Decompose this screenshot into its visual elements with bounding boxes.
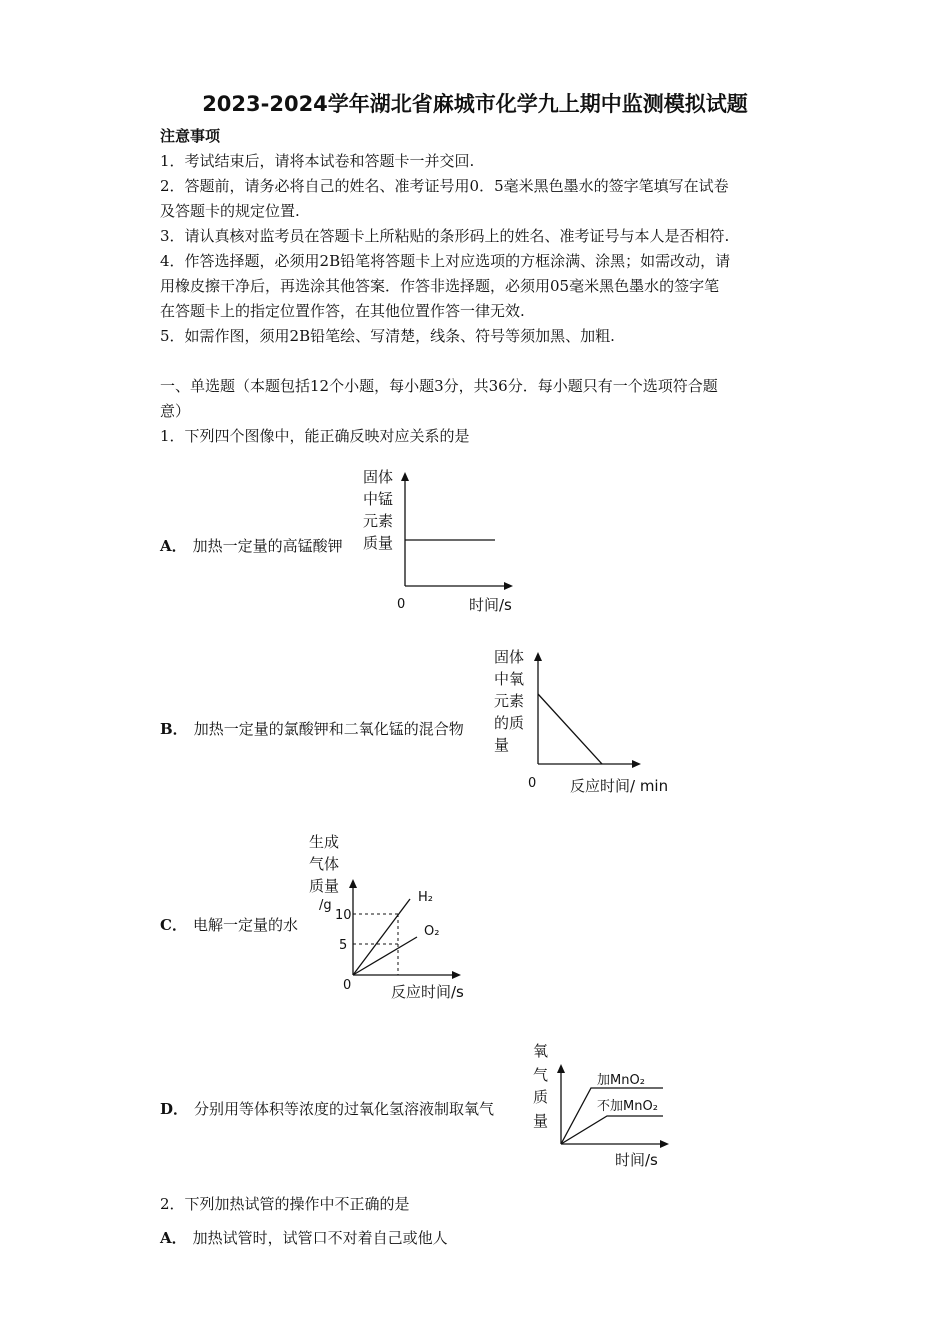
chart-b-series-line bbox=[538, 694, 602, 764]
section-heading: 一、单选题（本题包括12个小题，每小题3分，共36分．每小题只有一个选项符合题 bbox=[160, 377, 718, 395]
notice-item: 5．如需作图，须用2B铅笔绘、写清楚，线条、符号等须加黑、加粗. bbox=[160, 327, 615, 345]
notice-item: 2．答题前，请务必将自己的姓名、准考证号用0．5毫米黑色墨水的签字笔填写在试卷 bbox=[160, 177, 729, 195]
chart-c bbox=[305, 825, 485, 1005]
chart-b-x-arrow bbox=[632, 760, 641, 768]
notice-item: 1．考试结束后，请将本试卷和答题卡一并交回. bbox=[160, 152, 475, 170]
chart-a-ylabel-2: 中锰 bbox=[363, 490, 394, 508]
chart-a-origin: 0 bbox=[397, 597, 406, 612]
chart-d-ylabel-3: 质 bbox=[533, 1088, 549, 1106]
chart-d bbox=[525, 1038, 705, 1173]
chart-a-xlabel: 时间/s bbox=[469, 596, 512, 614]
chart-b-ylabel-4: 的质 bbox=[494, 714, 525, 732]
chart-a-ylabel-1: 固体 bbox=[363, 468, 394, 486]
notice-item: 在答题卡上的指定位置作答，在其他位置作答一律无效. bbox=[160, 302, 525, 320]
notice-heading: 注意事项 bbox=[160, 127, 221, 145]
chart-c-series-h2 bbox=[353, 899, 410, 975]
option-a bbox=[160, 535, 343, 556]
q2-option-a-text: 加热试管时，试管口不对着自己或他人 bbox=[192, 1229, 448, 1247]
chart-d-label-with-mno2: 加MnO₂ bbox=[597, 1073, 645, 1088]
chart-b bbox=[490, 642, 690, 800]
chart-c-ylabel-2: 气体 bbox=[309, 855, 340, 873]
chart-b-xlabel: 反应时间/ min bbox=[570, 777, 669, 795]
chart-a-y-arrow bbox=[401, 472, 409, 481]
chart-d-series-without-mno2 bbox=[561, 1116, 663, 1144]
question-2-stem: 2．下列加热试管的操作中不正确的是 bbox=[160, 1195, 410, 1213]
chart-d-xlabel: 时间/s bbox=[615, 1151, 658, 1169]
option-a-letter: A． bbox=[160, 537, 187, 555]
notice-item: 4．作答选择题，必须用2B铅笔将答题卡上对应选项的方框涂满、涂黑；如需改动，请 bbox=[160, 252, 731, 270]
option-a-text: 加热一定量的高锰酸钾 bbox=[192, 537, 343, 555]
chart-a bbox=[355, 462, 535, 617]
chart-a-ylabel-3: 元素 bbox=[363, 512, 394, 530]
option-d-letter: D． bbox=[160, 1100, 189, 1118]
chart-c-ylabel-3: 质量 bbox=[309, 877, 340, 895]
chart-c-origin: 0 bbox=[343, 978, 352, 993]
chart-d-y-arrow bbox=[557, 1064, 565, 1073]
chart-d-ylabel-4: 量 bbox=[533, 1112, 549, 1130]
chart-b-ylabel-3: 元素 bbox=[494, 692, 525, 710]
chart-a-x-arrow bbox=[504, 582, 513, 590]
q2-option-a bbox=[160, 1227, 448, 1248]
option-d-text: 分别用等体积等浓度的过氧化氢溶液制取氧气 bbox=[194, 1100, 495, 1118]
chart-c-ylabel-1: 生成 bbox=[309, 833, 340, 851]
option-b bbox=[160, 718, 464, 739]
chart-c-ytick-10: 10 bbox=[335, 908, 352, 923]
option-c bbox=[160, 914, 298, 935]
option-d bbox=[160, 1098, 494, 1119]
page-title: 2023-2024学年湖北省麻城市化学九上期中监测模拟试题 bbox=[202, 92, 748, 116]
option-c-text: 电解一定量的水 bbox=[192, 916, 298, 934]
chart-c-label-h2: H₂ bbox=[418, 890, 433, 905]
chart-b-y-arrow bbox=[534, 652, 542, 661]
chart-b-ylabel-5: 量 bbox=[494, 736, 510, 754]
option-b-text: 加热一定量的氯酸钾和二氧化锰的混合物 bbox=[193, 720, 464, 738]
chart-b-origin: 0 bbox=[528, 776, 537, 791]
section-heading-cont: 意） bbox=[160, 402, 191, 420]
chart-c-series-o2 bbox=[353, 937, 417, 975]
notice-item: 及答题卡的规定位置. bbox=[160, 202, 300, 220]
chart-c-ylabel-4: /g bbox=[319, 898, 332, 913]
chart-d-ylabel-2: 气 bbox=[533, 1066, 549, 1084]
chart-c-ytick-5: 5 bbox=[339, 938, 348, 953]
question-1-stem: 1．下列四个图像中，能正确反映对应关系的是 bbox=[160, 427, 470, 445]
notice-item: 用橡皮擦干净后，再选涂其他答案．作答非选择题，必须用05毫米黑色墨水的签字笔 bbox=[160, 277, 720, 295]
chart-c-xlabel: 反应时间/s bbox=[391, 983, 464, 1001]
option-b-letter: B． bbox=[160, 720, 188, 738]
chart-d-ylabel-1: 氧 bbox=[533, 1042, 549, 1060]
chart-d-x-arrow bbox=[660, 1140, 669, 1148]
notice-item: 3．请认真核对监考员在答题卡上所粘贴的条形码上的姓名、准考证号与本人是否相符. bbox=[160, 227, 730, 245]
chart-a-ylabel-4: 质量 bbox=[363, 534, 394, 552]
chart-b-ylabel-2: 中氧 bbox=[494, 670, 525, 688]
chart-c-y-arrow bbox=[349, 879, 357, 888]
chart-c-label-o2: O₂ bbox=[424, 924, 440, 939]
option-c-letter: C． bbox=[160, 916, 187, 934]
q2-option-a-letter: A． bbox=[160, 1229, 187, 1247]
chart-d-label-without-mno2: 不加MnO₂ bbox=[597, 1099, 658, 1114]
chart-c-x-arrow bbox=[452, 971, 461, 979]
chart-b-ylabel-1: 固体 bbox=[494, 648, 525, 666]
